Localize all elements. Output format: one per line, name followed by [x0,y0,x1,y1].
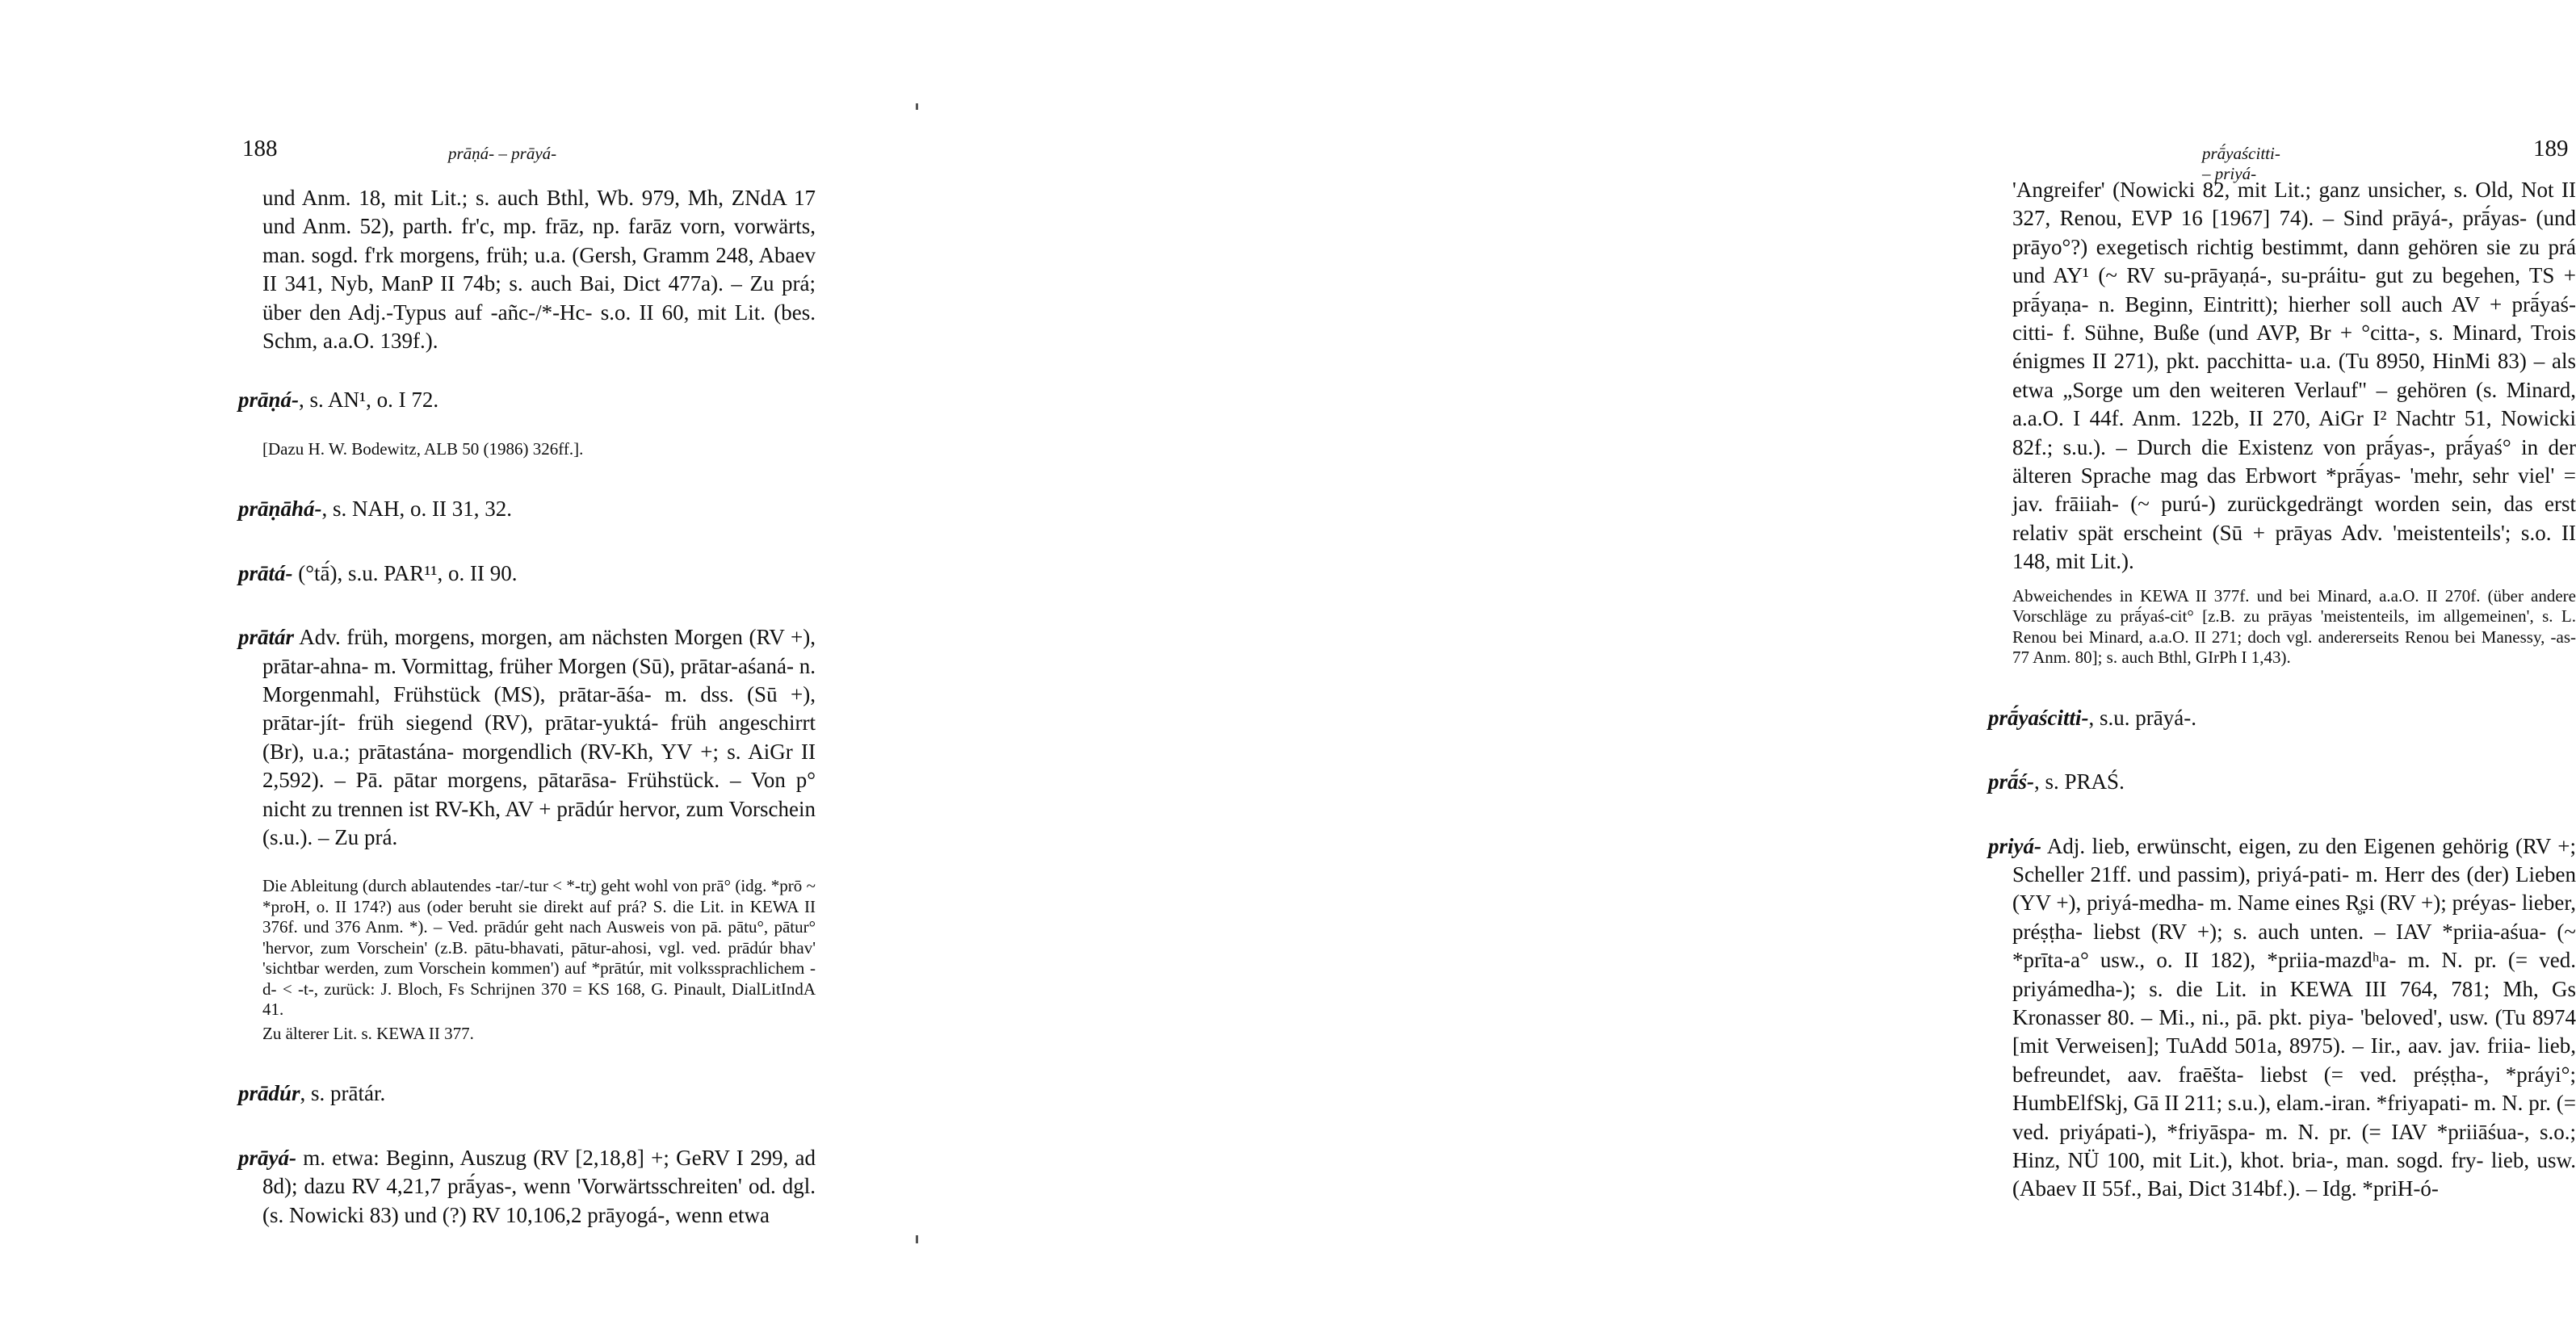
note-paragraph: Zu älterer Lit. s. KEWA II 377. [262,1023,474,1043]
headword: prā́ś- [1988,769,2035,794]
page-number: 188 [242,136,278,161]
dictionary-entry [238,495,816,523]
entry-text: , s. AN¹, o. I 72. [299,388,439,413]
entry-text: , s. prātár. [300,1081,386,1106]
entry-text: (°tā́), s.u. PAR¹¹, o. II 90. [292,560,518,585]
entry-text: Adj. lieb, erwünscht, eigen, zu den Eigenen gehörig (RV +; Scheller 21ff. und passim), priyá-pati- m. Herr des (der) Lieben (YV +), priyá-medha- m. Name eines R̥ṣi (RV +); préyas- lieber, préṣṭha- liebst (RV +); s. auch unten. – IAV *priia-aśua- (~ *prīta-a° usw., o. II 182), *priia-mazdʰa- m. N. pr. (= ved. priyámedha-); s. die Lit. in KEWA III 764, 781; Mh, Gs Kronasser 80. – Mi., ni., pā. pkt. piya- 'beloved', usw. (Tu 8974 [mit Verweisen]; TuAdd 501a, 8975). – Iir., aav. jav. friia- lieb, befreundet, aav. fraēšta- liebst (= ved. préṣṭha-, *práyi°; HumbElfSkj, Gā II 211; s.u.), elam.-iran. *friyapati- m. N. pr. (= ved. priyápati-), *friyāspa- m. N. pr. (= IAV *priiāśua-, s.o.; Hinz, NÜ 100, mit Lit.), khot. bria-, man. sogd. fry- lieb, usw. (Abaev II 55f., Bai, Dict 314bf.). – Idg. *priH-ó- [2012,833,2576,1201]
entry-text: , s. NAH, o. II 31, 32. [321,497,513,522]
entry-note [262,876,816,1044]
dictionary-entry [1988,704,2576,732]
entry-text: Adv. früh, morgens, morgen, am nächsten Morgen (RV +), prātar-ahna- m. Vormittag, früher Morgen (Sū), prātar-aśaná- n. Morgenmahl, Frühstück (MS), prātar-āśa- m. dss. (Sū +), prātar-jít- früh siegend (RV), prātar-yuktá- früh angeschirrt (Br), u.a.; prātastána- morgendlich (RV-Kh, YV +; s. AiGr II 2,592). – Pā. pātar morgens, pātarāsa- Frühstück. – Von p° nicht zu trennen ist RV-Kh, AV + prādúr hervor, zum Vorschein (s.u.). – Zu prá. [262,625,816,849]
dictionary-entry [238,1079,816,1108]
headword: prātár [238,625,295,650]
entry-text: , s.u. prāyá-. [2088,705,2196,730]
entry-note: Abweichendes in KEWA II 377f. und bei Minard, a.a.O. II 270f. (über andere Vorschläge zu prā́yaś-cit° [z.B. zu prāyas 'meistenteils, im allgemeinen', s. L. Renou bei Minard, a.a.O. II 271; doch vgl. andererseits Renou bei Manessy, -as- 77 Anm. 80]; s. auch Bthl, GIrPh I 1,43). [2012,585,2576,668]
running-head: prā́yaścitti- – priyá- [2202,144,2280,183]
dictionary-entry [238,623,816,852]
running-head: prāṇá- – prāyá- [448,144,557,163]
headword: prāyá- [238,1145,296,1170]
continuation-paragraph: 'Angreifer' (Nowicki 82, mit Lit.; ganz unsicher, s. Old, Not II 327, Renou, EVP 16 [1967] 74). – Sind prāyá-, prā́yas- (und prāyo°?) exegetisch richtig bestimmt, dann gehören sie zu prá und AY¹ (~ RV su-prāyaṇá-, su-práitu- gut zu begehen, TS + prā́yaṇa- n. Beginn, Eintritt); hierher soll auch AV + prā́yaś-citti- f. Sühne, Buße (und AVP, Br + °citta-, s. Minard, Trois énigmes II 271), pkt. pacchitta- u.a. (Tu 8950, HinMi 83) – als etwa „Sorge um den weiteren Verlauf" – gehören (s. Minard, a.a.O. I 44f. Anm. 122b, II 270, AiGr I² Nachtr 51, Nowicki 82f.; s.u.). – Durch die Existenz von prā́yas-, prā́yaś° in der älteren Sprache mag das Erbwort *prā́yas- 'mehr, sehr viel' = jav. frāiiah- (~ purú-) zurückgedrängt worden sein, das erst relativ spät erscheint (Sū + prāyas Adv. 'meistenteils'; s.o. II 148, mit Lit.). [2012,178,2576,574]
headword: prātá- [238,560,293,585]
dictionary-entry [1988,832,2576,1204]
left-page [0,0,946,1337]
headword: prā́yaścitti- [1988,705,2089,730]
dictionary-entry [238,386,816,414]
entry-note: [Dazu H. W. Bodewitz, ALB 50 (1986) 326ff.]. [262,438,584,459]
dictionary-entry [238,1144,816,1230]
entry-text: , s. PRAŚ. [2034,769,2125,794]
text-column [1988,176,2576,1228]
entry-text: m. etwa: Beginn, Auszug (RV [2,18,8] +; GeRV I 299, ad 8d); dazu RV 4,21,7 prā́yas-, wenn 'Vorwärtsschreiten' od. dgl. (s. Nowicki 83) und (?) RV 10,106,2 prāyogá-, wenn etwa [262,1145,816,1227]
text-column [238,184,816,1254]
headword: prādúr [238,1081,300,1106]
right-page [946,0,2576,1337]
headword: prāṇāhá- [238,497,322,522]
continuation-paragraph: und Anm. 18, mit Lit.; s. auch Bthl, Wb. 979, Mh, ZNdA 17 und Anm. 52), parth. fr'c, mp. frāz, np. farāz vorn, vorwärts, man. sogd. f'rk morgens, früh; u.a. (Gersh, Gramm 248, Abaev II 341, Nyb, ManP II 74b; s. auch Bai, Dict 477a). – Zu prá; über den Adj.-Typus auf -añc-/*-Hc- s.o. II 60, mit Lit. (bes. Schm, a.a.O. 139f.). [262,186,816,354]
note-paragraph: Die Ableitung (durch ablautendes -tar/-tur < *-tr̥) geht wohl von prā° (idg. *prō ~ *proH, o. II 174?) aus (oder beruht sie direkt auf prá? S. die Lit. in KEWA II 376f. und 376 Anm. *). – Ved. prādúr geht nach Ausweis von pā. pātu°, pātur° 'hervor, zum Vorschein' (z.B. pātu-bhavati, pātur-ahosi, vgl. ved. prādúr bhav' 'sichtbar werden, zum Vorschein kommen') auf *prātúr, mit volkssprachlichem -d- < -t-, zurück: J. Bloch, Fs Schrijnen 370 = KS 168, G. Pinault, DialLitIndA 41. [262,876,816,1020]
headword: priyá- [1988,833,2041,858]
page-number: 189 [2533,136,2569,161]
dictionary-entry [238,560,816,588]
headword: prāṇá- [238,388,300,413]
dictionary-entry [1988,768,2576,796]
